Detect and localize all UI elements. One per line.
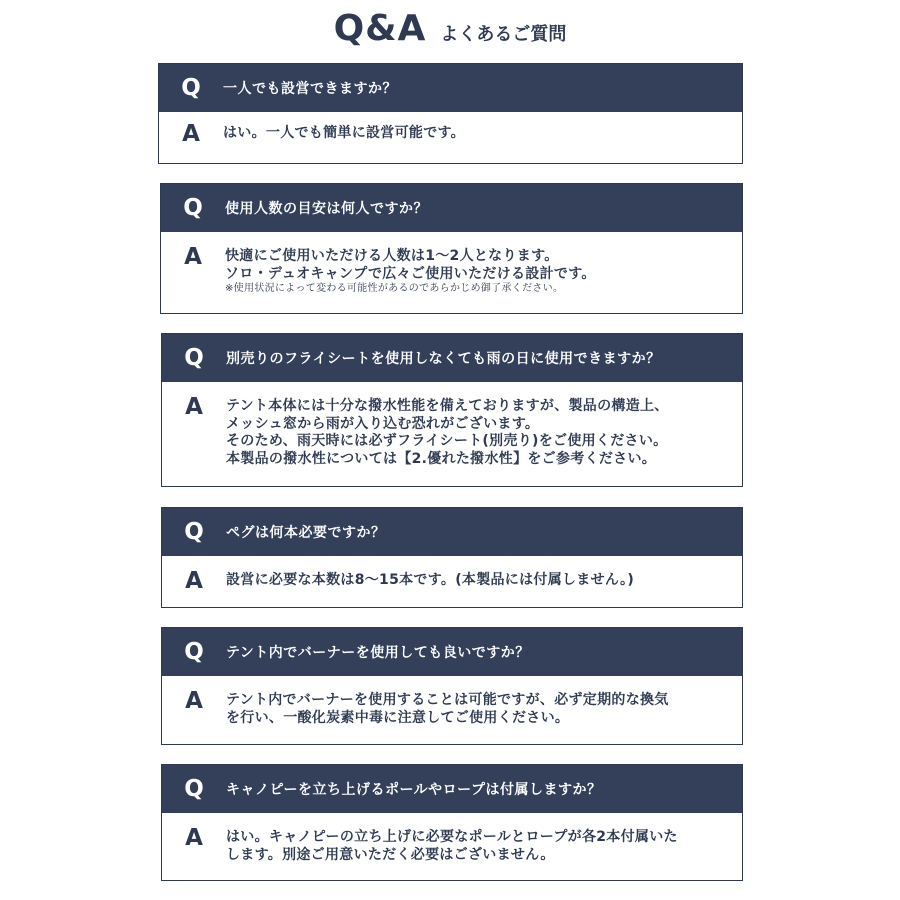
faq-question: 別売りのフライシートを使用しなくても雨の日に使用できますか？ (226, 351, 661, 367)
faq-answer (226, 572, 634, 590)
faq-question-row (159, 64, 742, 112)
answer-line: はい。キャノピーの立ち上げに必要なポールとロープが各2本付属いた (226, 829, 678, 845)
faq-item-1 (158, 63, 743, 164)
answer-note: ※使用状況によって変わる可能性があるのであらかじめ御了承ください。 (225, 283, 564, 294)
faq-item-6 (161, 764, 743, 881)
question-mark-icon: Q (184, 345, 204, 371)
answer-line: ソロ・デュオキャンプで広々ご使用いただける設計です。 (225, 265, 596, 282)
faq-answer-row (159, 112, 742, 163)
faq-answer (223, 125, 465, 143)
answer-line: を行い、一酸化炭素中毒に注意してご使用ください。 (226, 709, 570, 726)
faq-answer (226, 692, 669, 727)
faq-item-5 (161, 627, 743, 745)
faq-answer (225, 248, 596, 295)
answer-line: メッシュ窓から雨が入り込む恐れがございます。 (226, 415, 540, 432)
answer-line: 本製品の撥水性については【2.優れた撥水性】をご参考ください。 (226, 450, 657, 467)
faq-answer-row (161, 232, 742, 313)
page-subtitle: よくあるご質問 (440, 24, 567, 45)
answer-mark-icon: A (182, 121, 200, 147)
faq-item-3 (161, 333, 743, 487)
question-mark-icon: Q (184, 519, 204, 545)
answer-line: そのため、雨天時には必ずフライシート(別売り)をご使用ください。 (226, 433, 668, 449)
faq-question-row (162, 334, 742, 382)
answer-line: はい。一人でも簡単に設営可能です。 (223, 125, 465, 141)
answer-mark-icon: A (185, 825, 203, 851)
question-mark-icon: Q (183, 195, 203, 221)
question-mark-icon: Q (184, 639, 204, 665)
faq-question: キャノピーを立ち上げるポールやロープは付属しますか？ (226, 782, 602, 798)
answer-line: 快適にご使用いただける人数は1〜2人となります。 (225, 248, 559, 264)
faq-question-row (162, 628, 742, 676)
answer-mark-icon: A (185, 394, 203, 420)
answer-line: テント本体には十分な撥水性能を備えておりますが、製品の構造上、 (226, 398, 669, 414)
faq-answer-row (162, 382, 742, 486)
page-title: Q&A (333, 8, 427, 49)
question-mark-icon: Q (181, 75, 201, 101)
faq-question: 使用人数の目安は何人ですか？ (225, 201, 428, 217)
answer-line: テント内でバーナーを使用することは可能ですが、必ず定期的な換気 (226, 692, 669, 708)
faq-item-2 (160, 183, 743, 314)
faq-answer-row (162, 676, 742, 744)
answer-mark-icon: A (185, 568, 203, 594)
faq-item-4 (161, 507, 743, 608)
faq-answer-row (162, 556, 742, 607)
faq-question: ペグは何本必要ですか？ (226, 525, 386, 541)
answer-mark-icon: A (184, 244, 202, 270)
faq-answer-row (162, 813, 742, 880)
faq-question: テント内でバーナーを使用しても良いですか？ (226, 645, 530, 661)
faq-question-row (161, 184, 742, 232)
answer-line: します。別途ご用意いただく必要はございません。 (226, 846, 555, 863)
answer-mark-icon: A (185, 688, 203, 714)
question-mark-icon: Q (184, 776, 204, 802)
faq-answer (226, 829, 678, 864)
page-header (0, 8, 900, 48)
faq-question: 一人でも設営できますか？ (223, 81, 397, 97)
faq-answer (226, 398, 669, 468)
answer-line: 設営に必要な本数は8〜15本です。(本製品には付属しません。) (226, 572, 635, 588)
faq-question-row (162, 765, 742, 813)
faq-question-row (162, 508, 742, 556)
